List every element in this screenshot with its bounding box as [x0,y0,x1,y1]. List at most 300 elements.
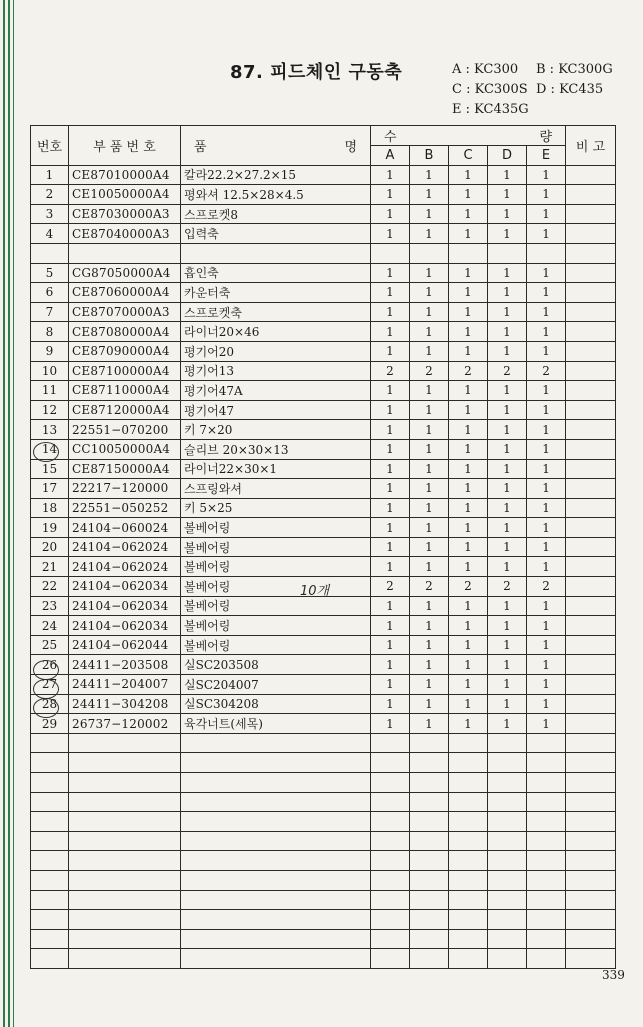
empty-cell [69,929,181,949]
pen-circle-27 [33,679,59,699]
row-remarks [566,263,616,283]
row-no: 14 [31,439,69,459]
row-qty-c: 1 [449,341,488,361]
empty-cell [449,773,488,793]
row-part-name: 평와셔 12.5×28×4.5 [181,185,371,205]
row-part-code: CE87090000A4 [69,341,181,361]
table-row-empty [31,831,616,851]
row-part-name: 볼베어링 [181,635,371,655]
row-remarks [566,459,616,479]
row-qty-a: 1 [371,400,410,420]
row-qty-e: 1 [527,302,566,322]
empty-cell [488,753,527,773]
row-qty-a: 1 [371,714,410,734]
header-col-a: A [371,146,410,166]
row-qty-e: 1 [527,185,566,205]
table-row [31,675,616,695]
row-remarks [566,439,616,459]
empty-cell [488,733,527,753]
empty-cell [371,890,410,910]
handwritten-note: 10개 [300,584,330,599]
empty-cell [566,890,616,910]
empty-cell [566,812,616,832]
row-part-name: 평기어47 [181,400,371,420]
table-row [31,596,616,616]
row-no: 26 [31,655,69,675]
empty-cell [527,910,566,930]
row-qty-b: 1 [410,459,449,479]
empty-cell [181,831,371,851]
page-title: 87. 피드체인 구동축 [230,62,403,83]
empty-cell [181,733,371,753]
table-row [31,420,616,440]
empty-cell [566,929,616,949]
table-row [31,243,616,263]
row-remarks [566,224,616,244]
row-remarks [566,714,616,734]
empty-cell [69,733,181,753]
empty-cell [31,890,69,910]
table-row [31,694,616,714]
empty-cell [181,812,371,832]
row-no: 17 [31,479,69,499]
row-no: 10 [31,361,69,381]
empty-cell [69,870,181,890]
empty-cell [410,792,449,812]
table-row-empty [31,910,616,930]
row-qty-d: 1 [488,165,527,185]
row-qty-d: 1 [488,302,527,322]
empty-cell [449,831,488,851]
row-qty-c: 1 [449,224,488,244]
empty-cell [566,733,616,753]
empty-cell [527,949,566,969]
row-qty-c: 1 [449,557,488,577]
empty-cell [371,851,410,871]
parts-table-body [31,165,616,968]
model-c: C : KC300S [452,82,528,97]
row-no: 3 [31,204,69,224]
empty-cell [31,831,69,851]
row-part-name: 스프링와셔 [181,479,371,499]
empty-cell [410,929,449,949]
row-remarks [566,479,616,499]
row-part-name: 육각너트(세목) [181,714,371,734]
row-qty-b: 1 [410,537,449,557]
header-col-c: C [449,146,488,166]
row-qty-a: 1 [371,322,410,342]
row-qty-d: 1 [488,224,527,244]
empty-cell [181,753,371,773]
table-row [31,616,616,636]
row-qty-a: 1 [371,185,410,205]
row-part-code: 24411−204007 [69,675,181,695]
row-qty-b: 1 [410,518,449,538]
table-row [31,459,616,479]
row-qty-a: 1 [371,263,410,283]
table-row [31,381,616,401]
empty-cell [449,890,488,910]
empty-cell [449,753,488,773]
row-remarks [566,381,616,401]
row-qty-c: 1 [449,420,488,440]
empty-cell [31,792,69,812]
row-no: 21 [31,557,69,577]
header-name-right: 명 [344,139,357,155]
row-qty-a: 1 [371,381,410,401]
empty-cell [410,753,449,773]
table-row-empty [31,870,616,890]
empty-cell [181,851,371,871]
table-row [31,185,616,205]
empty-cell [449,792,488,812]
empty-cell [566,870,616,890]
row-part-name: 평기어20 [181,341,371,361]
empty-cell [31,910,69,930]
row-qty-b: 1 [410,635,449,655]
row-qty-c: 1 [449,381,488,401]
empty-cell [566,949,616,969]
row-part-code: CE87110000A4 [69,381,181,401]
row-qty-a: 1 [371,224,410,244]
row-qty-c: 1 [449,616,488,636]
empty-cell [69,812,181,832]
empty-cell [527,773,566,793]
empty-cell [371,929,410,949]
empty-cell [181,870,371,890]
row-part-name: 실SC204007 [181,675,371,695]
row-part-code: CE87010000A4 [69,165,181,185]
empty-cell [181,792,371,812]
empty-cell [488,831,527,851]
row-qty-c: 1 [449,714,488,734]
row-qty-e: 1 [527,322,566,342]
row-qty-e: 1 [527,655,566,675]
row-qty-b: 1 [410,165,449,185]
row-qty-c: 1 [449,596,488,616]
empty-cell [410,733,449,753]
empty-cell [410,773,449,793]
row-no: 4 [31,224,69,244]
empty-cell [31,929,69,949]
row-no: 5 [31,263,69,283]
row-qty-d: 1 [488,518,527,538]
page-number: 339 [602,968,625,982]
empty-cell [181,890,371,910]
row-remarks [566,655,616,675]
empty-cell [371,870,410,890]
empty-cell [410,910,449,930]
row-qty-c: 1 [449,675,488,695]
row-qty-c: 1 [449,459,488,479]
empty-cell [69,753,181,773]
row-part-name: 라이너20×46 [181,322,371,342]
empty-cell [371,812,410,832]
row-qty-e: 1 [527,616,566,636]
row-qty-b: 1 [410,341,449,361]
row-qty-e: 1 [527,224,566,244]
row-qty-b: 1 [410,694,449,714]
row-qty-a: 1 [371,479,410,499]
row-qty-d [488,243,527,263]
row-qty-b: 2 [410,577,449,597]
empty-cell [449,949,488,969]
row-qty-c: 2 [449,577,488,597]
row-part-name: 실SC304208 [181,694,371,714]
empty-cell [31,851,69,871]
row-no: 28 [31,694,69,714]
row-remarks [566,322,616,342]
empty-cell [69,949,181,969]
row-qty-c: 1 [449,204,488,224]
empty-cell [181,773,371,793]
row-qty-b: 1 [410,616,449,636]
empty-cell [69,890,181,910]
row-qty-a: 1 [371,557,410,577]
row-qty-c: 1 [449,694,488,714]
row-qty-b [410,243,449,263]
row-qty-b: 1 [410,302,449,322]
row-qty-a: 1 [371,204,410,224]
row-part-code: 24104−062034 [69,616,181,636]
row-qty-a: 1 [371,439,410,459]
row-qty-a: 1 [371,341,410,361]
row-no: 27 [31,675,69,695]
model-e: E : KC435G [452,102,529,117]
row-no: 13 [31,420,69,440]
row-part-code: CE87120000A4 [69,400,181,420]
table-row [31,537,616,557]
table-row [31,655,616,675]
row-part-name: 스프로켓축 [181,302,371,322]
pen-circle-14 [33,442,59,462]
row-qty-e: 1 [527,557,566,577]
row-part-code: 24104−060024 [69,518,181,538]
table-row [31,439,616,459]
row-qty-e: 1 [527,596,566,616]
row-qty-e: 1 [527,381,566,401]
row-part-name: 볼베어링 [181,616,371,636]
empty-cell [449,870,488,890]
empty-cell [488,949,527,969]
row-qty-a: 1 [371,694,410,714]
row-no: 12 [31,400,69,420]
row-qty-a: 1 [371,655,410,675]
model-b: B : KC300G [536,62,613,77]
row-no: 19 [31,518,69,538]
row-part-code: 24104−062044 [69,635,181,655]
row-qty-b: 1 [410,420,449,440]
row-qty-a: 1 [371,283,410,303]
row-remarks [566,243,616,263]
empty-cell [371,831,410,851]
row-part-code: 24104−062024 [69,557,181,577]
row-no: 6 [31,283,69,303]
empty-cell [488,851,527,871]
header-qty-right: 량 [539,130,553,145]
row-qty-d: 1 [488,283,527,303]
empty-cell [371,753,410,773]
row-part-code: CG87050000A4 [69,263,181,283]
row-qty-c [449,243,488,263]
empty-cell [527,831,566,851]
empty-cell [449,910,488,930]
row-part-code: 24104−062034 [69,596,181,616]
table-row-empty [31,753,616,773]
row-qty-d: 1 [488,655,527,675]
row-no: 29 [31,714,69,734]
row-qty-a: 2 [371,361,410,381]
row-qty-d: 1 [488,420,527,440]
header-qty-left: 수 [384,130,397,145]
row-qty-e: 2 [527,361,566,381]
table-row [31,302,616,322]
empty-cell [31,733,69,753]
empty-cell [449,812,488,832]
row-remarks [566,361,616,381]
row-qty-e: 1 [527,694,566,714]
pen-circle-28 [33,698,59,718]
row-qty-d: 1 [488,439,527,459]
row-part-name: 볼베어링 [181,577,371,597]
row-no: 23 [31,596,69,616]
table-row-empty [31,792,616,812]
row-part-code: 26737−120002 [69,714,181,734]
header-col-d: D [488,146,527,166]
row-remarks [566,420,616,440]
row-qty-a: 1 [371,635,410,655]
empty-cell [31,773,69,793]
row-no: 25 [31,635,69,655]
table-row [31,518,616,538]
row-qty-e [527,243,566,263]
row-qty-b: 1 [410,557,449,577]
header-part-no: 부 품 번 호 [69,126,181,166]
row-part-name [181,243,371,263]
row-qty-d: 1 [488,596,527,616]
row-no: 2 [31,185,69,205]
row-part-code: CE10050000A4 [69,185,181,205]
table-row-empty [31,773,616,793]
table-row [31,341,616,361]
row-qty-a: 1 [371,420,410,440]
row-qty-d: 1 [488,557,527,577]
row-qty-d: 1 [488,498,527,518]
empty-cell [410,949,449,969]
empty-cell [69,792,181,812]
row-qty-a: 1 [371,459,410,479]
header-remarks: 비 고 [566,126,616,166]
row-part-name: 실SC203508 [181,655,371,675]
row-qty-a: 1 [371,518,410,538]
row-part-name: 키 5×25 [181,498,371,518]
row-remarks [566,341,616,361]
row-qty-a: 1 [371,675,410,695]
row-qty-b: 1 [410,224,449,244]
table-row [31,263,616,283]
row-qty-c: 1 [449,302,488,322]
row-qty-e: 1 [527,283,566,303]
row-part-name: 볼베어링 [181,518,371,538]
row-part-code: 22551−070200 [69,420,181,440]
table-row [31,557,616,577]
empty-cell [566,851,616,871]
table-row-empty [31,890,616,910]
row-qty-b: 2 [410,361,449,381]
pen-circle-26 [33,660,59,680]
empty-cell [488,870,527,890]
row-part-code: 24411−304208 [69,694,181,714]
row-qty-c: 1 [449,400,488,420]
row-qty-d: 1 [488,322,527,342]
table-row [31,400,616,420]
row-qty-a: 1 [371,498,410,518]
parts-table [30,125,616,969]
row-qty-d: 2 [488,577,527,597]
row-part-code: 24411−203508 [69,655,181,675]
row-part-name: 라이너22×30×1 [181,459,371,479]
row-qty-d: 1 [488,459,527,479]
empty-cell [371,949,410,969]
row-qty-c: 1 [449,655,488,675]
row-part-code: CE87040000A3 [69,224,181,244]
row-part-name: 스프로켓8 [181,204,371,224]
row-no: 11 [31,381,69,401]
empty-cell [31,949,69,969]
empty-cell [449,929,488,949]
row-qty-b: 1 [410,204,449,224]
header-no: 번호 [31,126,69,166]
row-qty-e: 1 [527,498,566,518]
empty-cell [31,812,69,832]
row-no: 15 [31,459,69,479]
row-part-name: 칼라22.2×27.2×15 [181,165,371,185]
table-row [31,635,616,655]
empty-cell [69,773,181,793]
empty-cell [69,831,181,851]
empty-cell [181,949,371,969]
row-qty-d: 1 [488,204,527,224]
table-row-empty [31,929,616,949]
empty-cell [181,929,371,949]
row-qty-c: 1 [449,479,488,499]
empty-cell [527,890,566,910]
table-row [31,361,616,381]
row-no: 8 [31,322,69,342]
row-part-code: 22551−050252 [69,498,181,518]
row-remarks [566,694,616,714]
header-name-left: 품 [194,139,207,155]
empty-cell [371,910,410,930]
row-qty-c: 1 [449,635,488,655]
row-qty-c: 1 [449,518,488,538]
row-qty-b: 1 [410,381,449,401]
row-part-name: 카운터축 [181,283,371,303]
row-part-code: 22217−120000 [69,479,181,499]
row-qty-c: 1 [449,537,488,557]
table-row [31,165,616,185]
row-no: 9 [31,341,69,361]
model-a: A : KC300 [452,62,519,77]
model-d: D : KC435 [536,82,604,97]
row-qty-a: 1 [371,165,410,185]
row-qty-d: 2 [488,361,527,381]
row-remarks [566,616,616,636]
binding-edge [0,0,20,1027]
row-qty-d: 1 [488,616,527,636]
empty-cell [31,753,69,773]
row-part-name: 슬리브 20×30×13 [181,439,371,459]
